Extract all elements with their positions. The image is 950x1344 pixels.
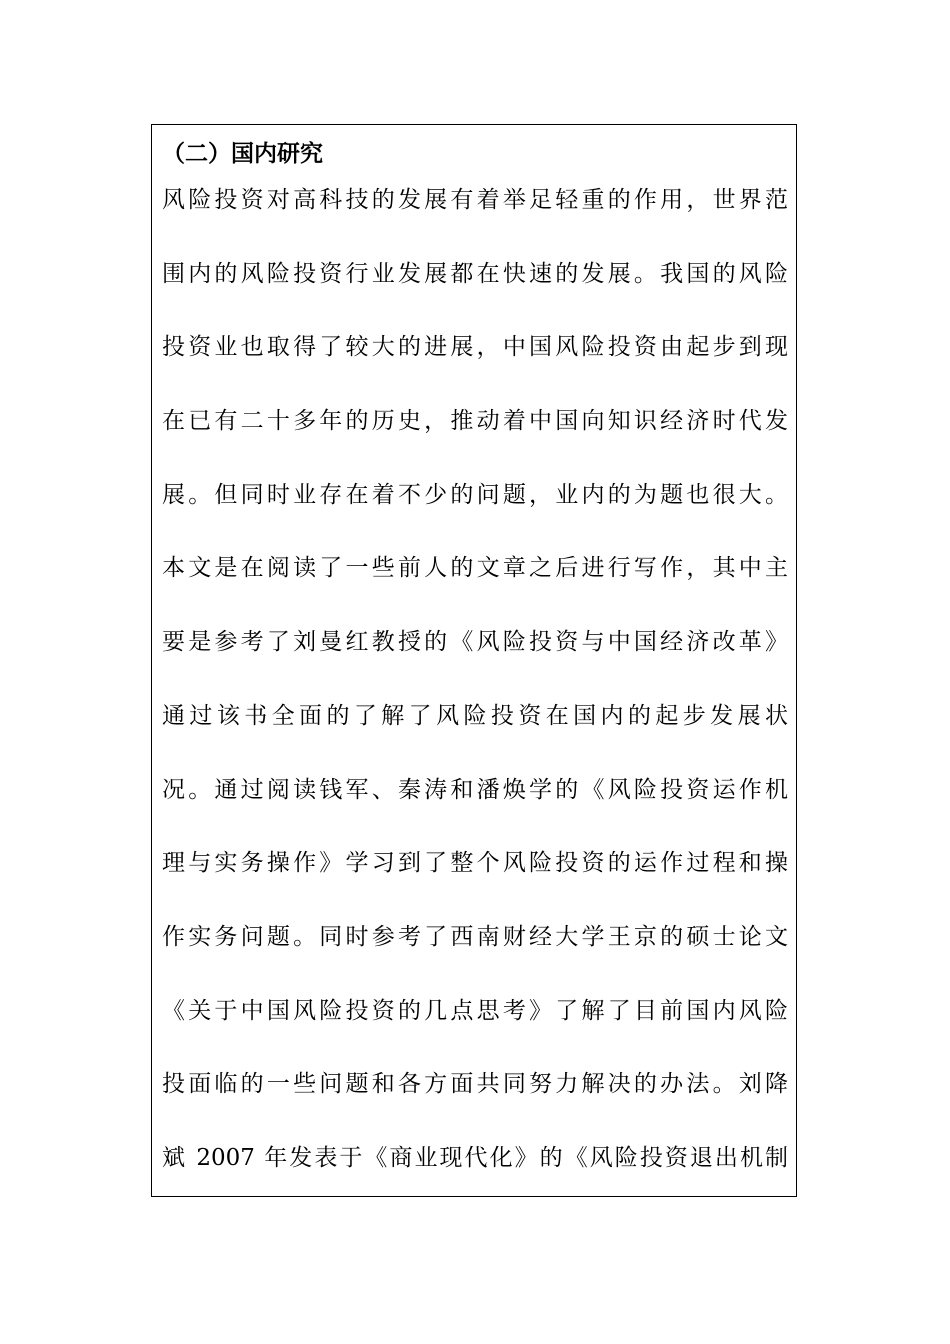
text-line: 作实务问题。同时参考了西南财经大学王京的硕士论文: [162, 923, 788, 950]
text-line: 投资业也取得了较大的进展，中国风险投资由起步到现: [162, 334, 788, 361]
text-line: 理与实务操作》学习到了整个风险投资的运作过程和操: [162, 850, 788, 877]
text-line: 斌 2007 年发表于《商业现代化》的《风险投资退出机制: [162, 1144, 788, 1171]
body-text: [162, 185, 788, 1197]
text-line: 展。但同时业存在着不少的问题，业内的为题也很大。: [162, 481, 788, 508]
section-heading: （二）国内研究: [162, 140, 323, 167]
text-line: 本文是在阅读了一些前人的文章之后进行写作，其中主: [162, 555, 788, 582]
text-line: 要是参考了刘曼红教授的《风险投资与中国经济改革》: [162, 629, 788, 656]
text-line: 《关于中国风险投资的几点思考》了解了目前国内风险: [162, 997, 788, 1024]
text-line: 通过该书全面的了解了风险投资在国内的起步发展状: [162, 702, 788, 729]
document-text-frame: [151, 124, 797, 1197]
text-line: 况。通过阅读钱军、秦涛和潘焕学的《风险投资运作机: [162, 776, 788, 803]
text-line: 在已有二十多年的历史，推动着中国向知识经济时代发: [162, 408, 788, 435]
text-line: 风险投资对高科技的发展有着举足轻重的作用，世界范: [162, 187, 788, 213]
text-line: 投面临的一些问题和各方面共同努力解决的办法。刘降: [162, 1071, 788, 1098]
text-line: 围内的风险投资行业发展都在快速的发展。我国的风险: [162, 260, 788, 287]
